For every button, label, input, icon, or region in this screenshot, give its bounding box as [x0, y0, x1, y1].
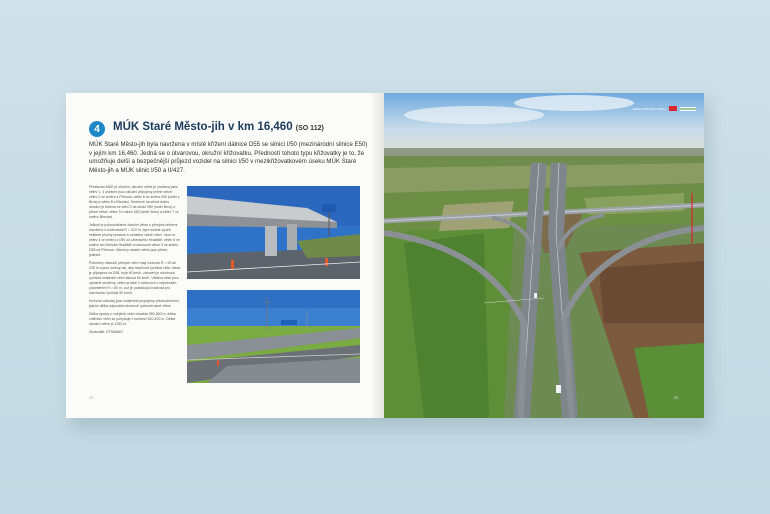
bridge-photo: [187, 186, 360, 279]
logo-stripes: [680, 107, 696, 111]
left-page: [66, 93, 384, 418]
section-number-badge: 4: [89, 121, 105, 137]
title-text: MÚK Staré Město-jih v km 16,460: [113, 121, 293, 133]
body-paragraph: Poloměry oblouků přímých větví mají hodnotu R = 90 až 225 m a jsou rozeny tak, aby návrhová rychlost větví, která je připojena na D55, byla 60 km/h, zároveň je návrhová rychlost ostatních větví taková 60 km/h. Většina větví jsou výrazně utvářeny, větev je také v obloucích s nejmenším poloměrem R = 80 m, což je postačující hodnota pro návrhovou rychlost 50 km/h.: [89, 261, 181, 295]
publisher-logo: [633, 106, 696, 111]
road-photo: [187, 290, 360, 383]
contractor-line: Zhotovitel: STRABAG: [89, 330, 123, 334]
page-title: [113, 121, 373, 133]
body-paragraph: Jelikož je polorozdělené okružní větve s přímými větvemi navrženo s hodnotami R = 319 m, bylo možné využít veškeré plochy prostoru k umístění všech větví. Jsou to: větev 4 ve směru z I/50 od Uherského Hradiště, větev 5 ve směru na Uherské Hradiště a bonusové větve 9 ve směru D55 od Přerova. Všechny ostatní větve jsou přímé, jedinné.: [89, 223, 180, 257]
body-column: [89, 185, 181, 338]
right-page-number: 23: [673, 395, 678, 400]
logo-text: Dálnice D55 Staré Město: [632, 106, 666, 111]
body-paragraph: Délka úpravy u vnějších větví dosáhla 250-360 m, délka vnitřních větví se pohybuje v rozmezí 320-400 m. Délka okružní větve je 1252 m.: [89, 312, 176, 326]
logo-red-mark: [669, 106, 677, 111]
body-paragraph: Přestavba MÚK je okružní, okružní větve je značena jako větev 1, 4 úsekem jsou okružní připojeny přímé větve: větev 2 ve směru z Přerova, větev 6 ve směru I/50 (směr z Brna) a větev 8 z Břeclavi. Směrově na silnici dráhu okružní je řešena ve větvi 3 na silnicí I/50 (směr Brno) z přímé větve: větev 3 v silnici I/50 (směr Brno) a větev 7 ve směru Břeclavi.: [89, 185, 180, 219]
right-page-aerial-photo: [384, 93, 704, 418]
body-paragraph: Kruhové oblouky jsou vzájemně propojeny přechodnicemi, jejichž délka odpovídá návrhové rychlosti dané větve.: [89, 299, 180, 308]
intro-paragraph: MÚK Staré Město-jih byla navržena v místě křížení dálnice D55 se silnicí I/50 (mezinárodní silnice E50) v jejím km 16,460. Jedná se o útvarovou, okružní křižovatku. Předností tohoto typu křižovatky je to, že umožňuje delší a bezpečnější průjezd vozidel na silnici I/50 v mezikřižovatkovém úseku MÚK Staré Město-jih a MÚK silnic I/50 a II/427.: [89, 141, 368, 174]
open-book: [66, 93, 704, 418]
left-page-number: 22: [89, 395, 94, 400]
title-code: (SO 112): [295, 125, 324, 132]
